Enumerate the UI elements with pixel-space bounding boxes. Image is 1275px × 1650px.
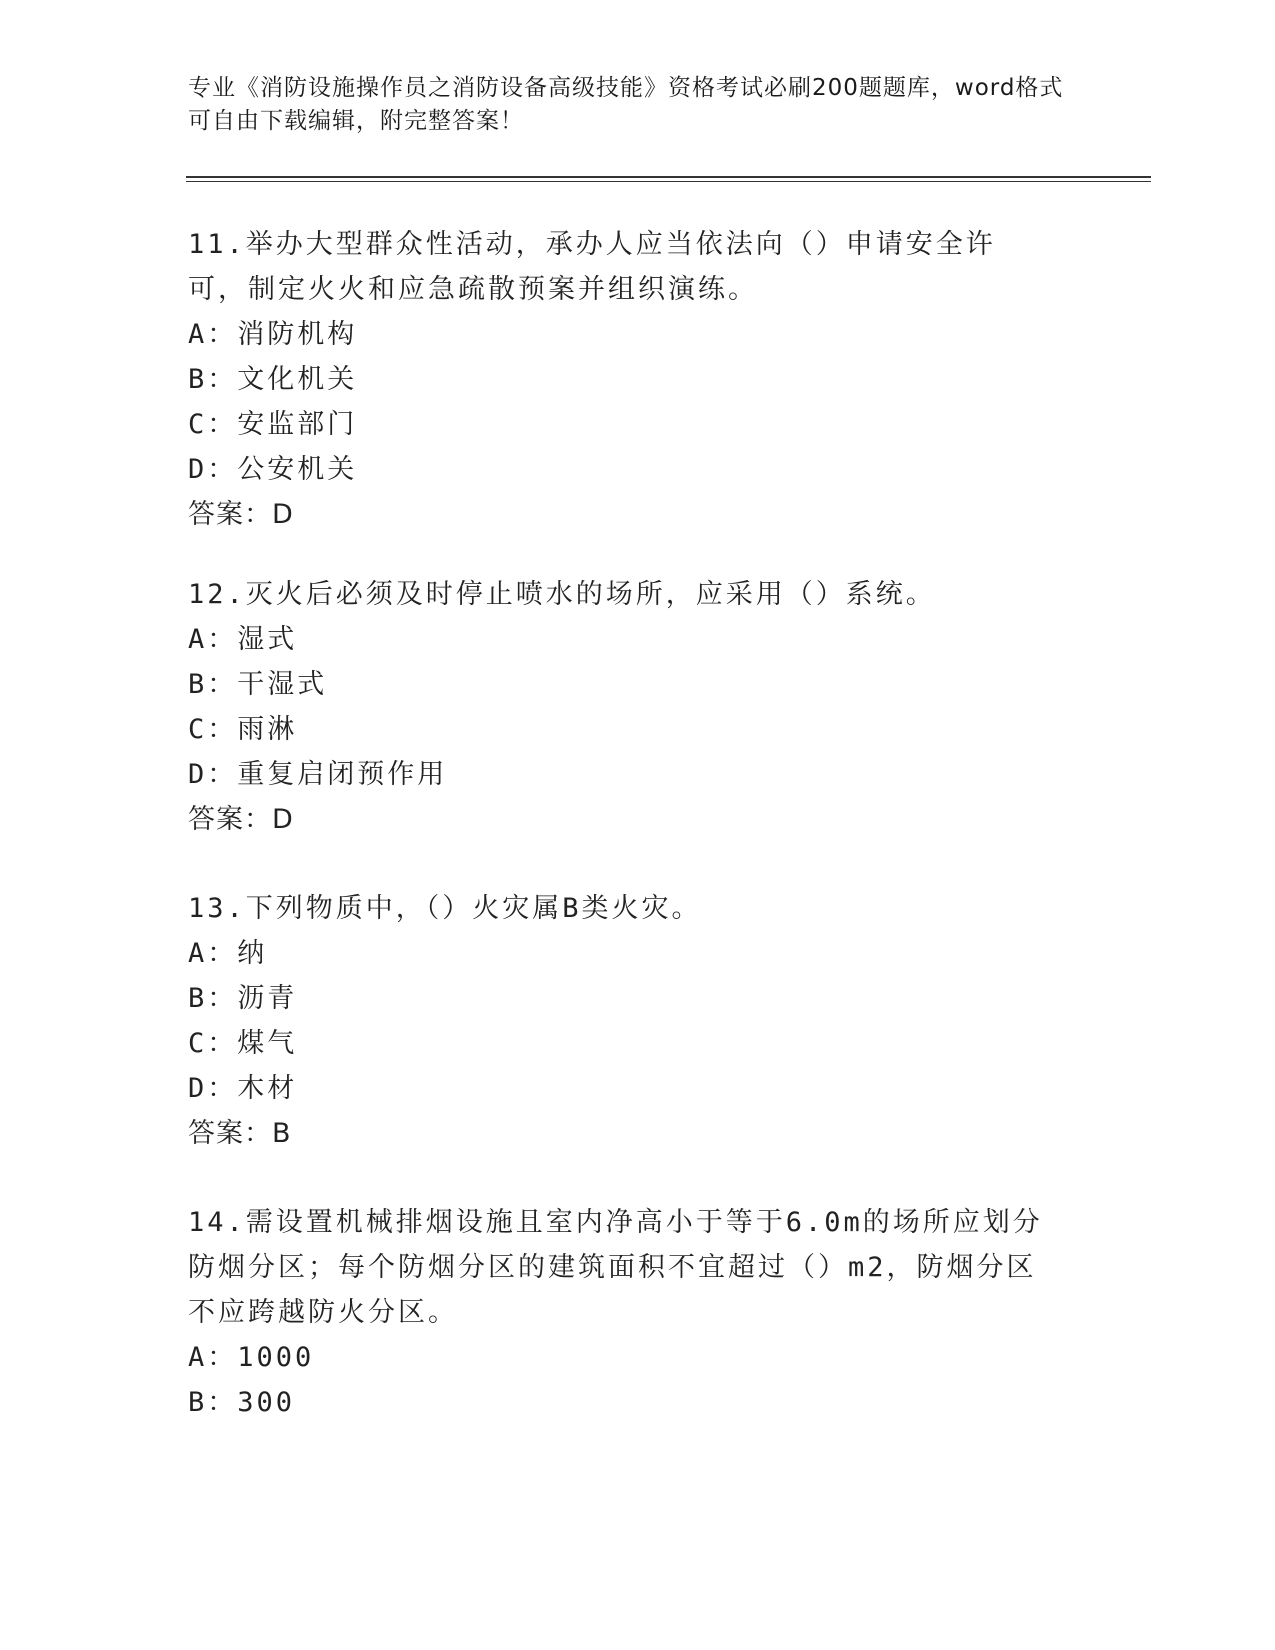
option-a: A：湿式 (188, 624, 298, 655)
question-stem: 14.需设置机械排烟设施且室内净高小于等于6.0m的场所应划分防烟分区；每个防烟分区的建筑面积不宜超过（）m2，防烟分区不应跨越防火分区。 (188, 1207, 1043, 1328)
answer-label: 答案：D (188, 499, 294, 530)
option-c: C：雨淋 (188, 714, 298, 745)
option-b: B：干湿式 (188, 669, 328, 700)
answer-label: 答案：B (188, 1118, 292, 1149)
question-13 (188, 886, 1088, 1156)
question-14 (188, 1200, 1088, 1425)
question-11 (188, 222, 1088, 537)
option-d: D：重复启闭预作用 (188, 759, 448, 790)
document-header: 专业《消防设施操作员之消防设备高级技能》资格考试必刷200题题库，word格式可自由下载编辑，附完整答案！ (188, 75, 1064, 134)
question-stem: 12.灭火后必须及时停止喷水的场所，应采用（）系统。 (188, 579, 936, 610)
option-d: D：公安机关 (188, 454, 358, 485)
option-d: D：木材 (188, 1073, 298, 1104)
question-stem: 13.下列物质中，（）火灾属B类火灾。 (188, 893, 702, 924)
header-divider-thin (186, 181, 1151, 182)
option-b: B：文化机关 (188, 364, 358, 395)
option-b: B：沥青 (188, 983, 298, 1014)
option-a: A：消防机构 (188, 319, 358, 350)
option-c: C：安监部门 (188, 409, 358, 440)
question-stem: 11.举办大型群众性活动，承办人应当依法向（）申请安全许可，制定火火和应急疏散预案并组织演练。 (188, 229, 996, 305)
option-a: A：纳 (188, 938, 268, 969)
option-b: B：300 (188, 1387, 296, 1418)
option-a: A：1000 (188, 1342, 315, 1373)
option-c: C：煤气 (188, 1028, 298, 1059)
question-12 (188, 572, 1088, 842)
header-divider (186, 176, 1151, 178)
answer-label: 答案：D (188, 804, 294, 835)
